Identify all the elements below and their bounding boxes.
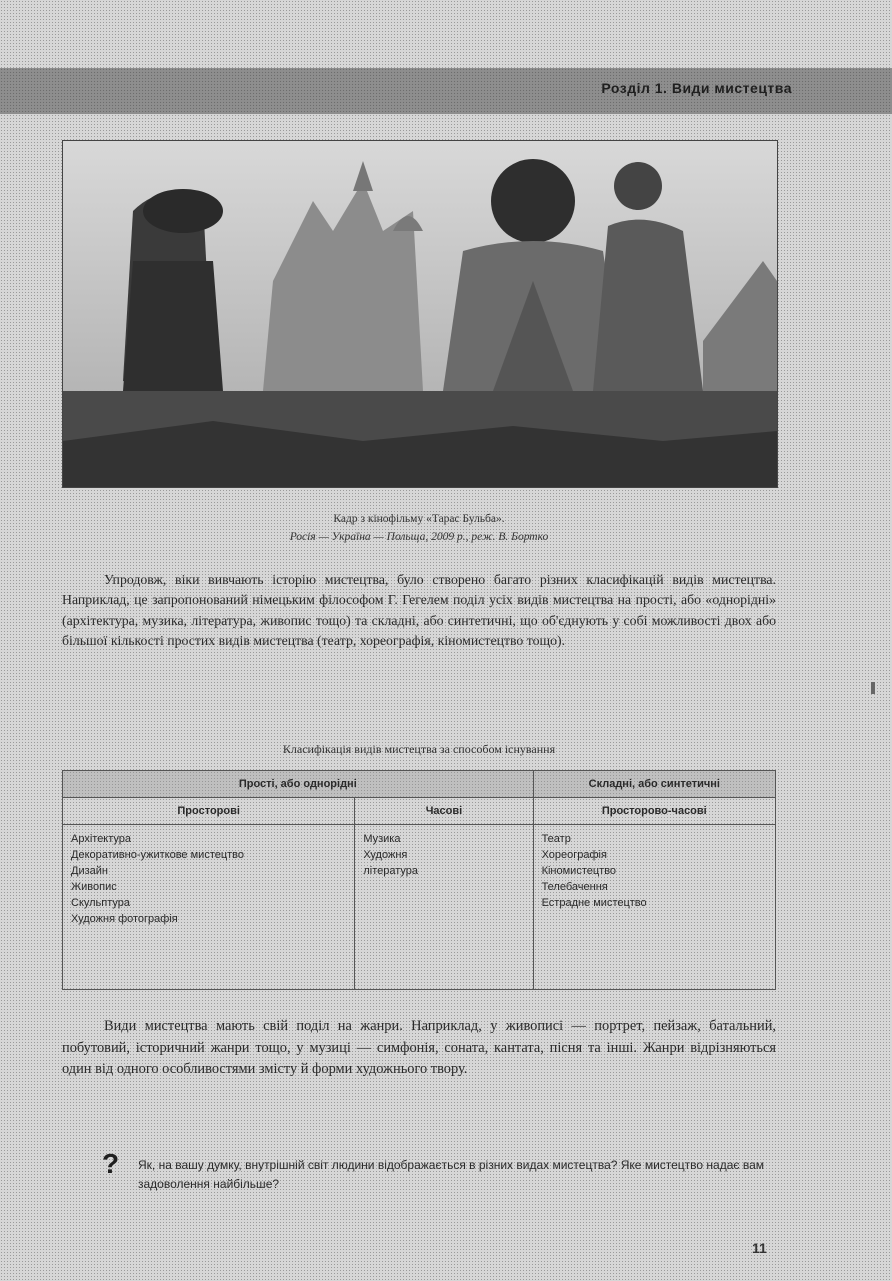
- list-item: Естрадне мистецтво: [541, 897, 647, 909]
- intro-paragraph: [62, 570, 776, 651]
- list-item: Художня фотографія: [71, 913, 178, 925]
- photo-caption-title: Кадр з кінофільму «Тарас Бульба».: [333, 513, 505, 525]
- art-classification-table: [62, 770, 776, 990]
- list-item: Хореографія: [541, 849, 607, 861]
- spatial-cell: [63, 825, 355, 990]
- table-title: Класифікація видів мистецтва за способом існування: [282, 742, 556, 756]
- margin-marker: [871, 682, 875, 694]
- list-item: Театр: [541, 833, 571, 845]
- list-item: Архітектура: [71, 833, 132, 845]
- list-item: Кіномистецтво: [541, 865, 617, 877]
- temporal-cell: [355, 825, 533, 990]
- col-spatiotemporal-header: Просторово-часові: [533, 798, 775, 825]
- genres-paragraph: [62, 1016, 776, 1081]
- photo-caption-credits: Росія — Україна — Польща, 2009 р., реж. В. Бортко: [289, 531, 549, 543]
- list-item: Живопис: [71, 881, 117, 893]
- list-item: література: [363, 865, 418, 877]
- list-item: Телебачення: [541, 881, 608, 893]
- group-complex-header: Складні, або синтетичні: [533, 771, 775, 798]
- question-block: [100, 1150, 780, 1210]
- table-column-row: [63, 798, 776, 825]
- section-label: Розділ 1. Види мистецтва: [601, 80, 792, 96]
- table-group-row: [63, 771, 776, 798]
- col-temporal-header: Часові: [355, 798, 533, 825]
- film-still-image: [63, 141, 777, 487]
- header-band: [0, 68, 892, 114]
- genres-paragraph-text: Види мистецтва мають свій поділ на жанри. Наприклад, у живописі — портрет, пейзаж, батальний, побутовий, історичний жанри тощо, у музиці — симфонія, соната, кантата, пісня та інші. Жанри відрізняються один від одного особливостями змісту й форми художнього твору.: [62, 1018, 776, 1077]
- question-mark-icon: ?: [102, 1148, 120, 1179]
- question-text: Як, на вашу думку, внутрішній світ людини відображається в різних видах мистецтва? Яке мистецтво надає вам задоволення найбільше?: [138, 1158, 765, 1191]
- group-simple-header: Прості, або однорідні: [63, 771, 534, 798]
- intro-paragraph-text: Упродовж, віки вивчають історію мистецтва, було створено багато різних класифікацій видів мистецтва. Наприклад, це запропонований німецьким філософом Г. Гегелем поділ усіх видів мистецтва на прості, або «однорідні» (архітектура, музика, література, живопис тощо) та складні, або синтетичні, що об'єднують у собі можливості двох або більшої кількості простих видів мистецтва (театр, хореографія, кіномистецтво тощо).: [62, 572, 776, 648]
- list-item: Музика: [363, 833, 401, 845]
- list-item: Скульптура: [71, 897, 131, 909]
- list-item: Декоративно-ужиткове мистецтво: [71, 849, 245, 861]
- list-item: Художня: [363, 849, 408, 861]
- table-row: [63, 825, 776, 990]
- col-spatial-header: Просторові: [63, 798, 355, 825]
- page-number: 11: [752, 1240, 767, 1256]
- film-still-photo: [62, 140, 778, 488]
- list-item: Дизайн: [71, 865, 108, 877]
- spatiotemporal-cell: [533, 825, 775, 990]
